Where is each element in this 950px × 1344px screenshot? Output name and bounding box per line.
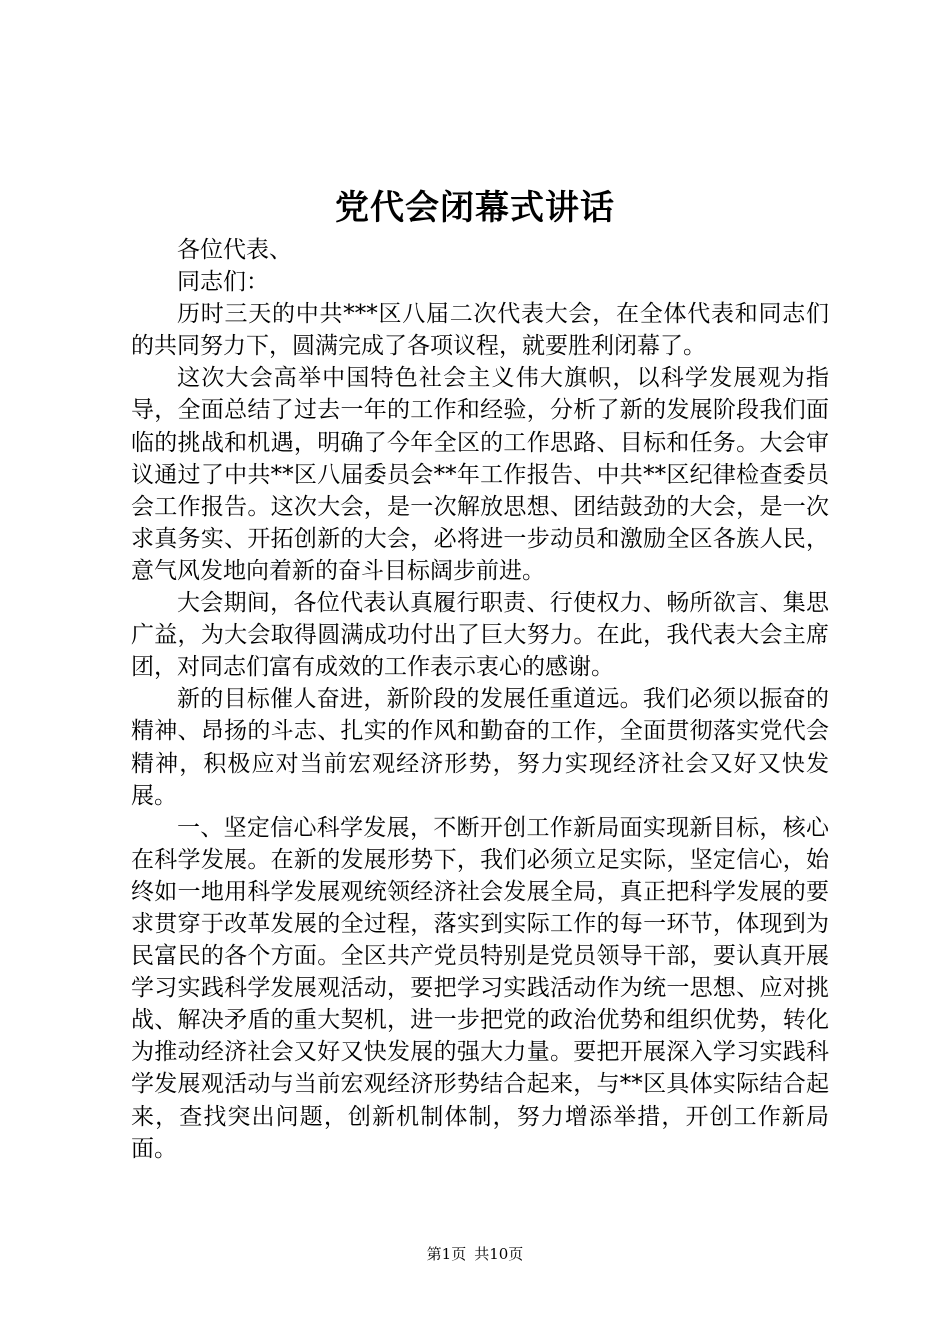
- page-total: 共10页: [474, 1245, 524, 1263]
- body-paragraph: 这次大会高举中国特色社会主义伟大旗帜，以科学发展观为指导，全面总结了过去一年的工作和经验，分析了新的发展阶段我们面临的挑战和机遇，明确了今年全区的工作思路、目标和任务。大会审议通过了中共**区八届委员会**年工作报告、中共**区纪律检查委员会工作报告。这次大会，是一次解放思想、团结鼓劲的大会，是一次求真务实、开拓创新的大会，必将进一步动员和激励全区各族人民，意气风发地向着新的奋斗目标阔步前进。: [131, 365, 829, 584]
- body-paragraph: 大会期间，各位代表认真履行职责、行使权力、畅所欲言、集思广益，为大会取得圆满成功付出了巨大努力。在此，我代表大会主席团，对同志们富有成效的工作表示衷心的感谢。: [131, 590, 829, 681]
- document-body: [131, 234, 829, 1165]
- page-title: 党代会闭幕式讲话: [335, 188, 615, 228]
- salutation-line: 各位代表、: [177, 237, 292, 263]
- page-number: 第1页: [426, 1245, 467, 1263]
- salutation-line: 同志们：: [177, 269, 269, 296]
- body-paragraph: 历时三天的中共***区八届二次代表大会，在全体代表和同志们的共同努力下，圆满完成了各项议程，就要胜利闭幕了。: [131, 301, 829, 360]
- page-footer: [0, 1244, 950, 1264]
- body-paragraph: 新的目标催人奋进，新阶段的发展任重道远。我们必须以振奋的精神、昂扬的斗志、扎实的作风和勤奋的工作，全面贯彻落实党代会精神，积极应对当前宏观经济形势，努力实现经济社会又好又快发展。: [131, 686, 829, 809]
- body-paragraph: 一、坚定信心科学发展，不断开创工作新局面实现新目标，核心在科学发展。在新的发展形势下，我们必须立足实际，坚定信心，始终如一地用科学发展观统领经济社会发展全局，真正把科学发展的要求贯穿于改革发展的全过程，落实到实际工作的每一环节，体现到为民富民的各个方面。全区共产党员特别是党员领导干部，要认真开展学习实践科学发展观活动，要把学习实践活动作为统一思想、应对挑战、解决矛盾的重大契机，进一步把党的政治优势和组织优势，转化为推动经济社会又好又快发展的强大力量。要把开展深入学习实践科学发展观活动与当前宏观经济形势结合起来，与**区具体实际结合起来，查找突出问题，创新机制体制，努力增添举措，开创工作新局面。: [131, 814, 829, 1162]
